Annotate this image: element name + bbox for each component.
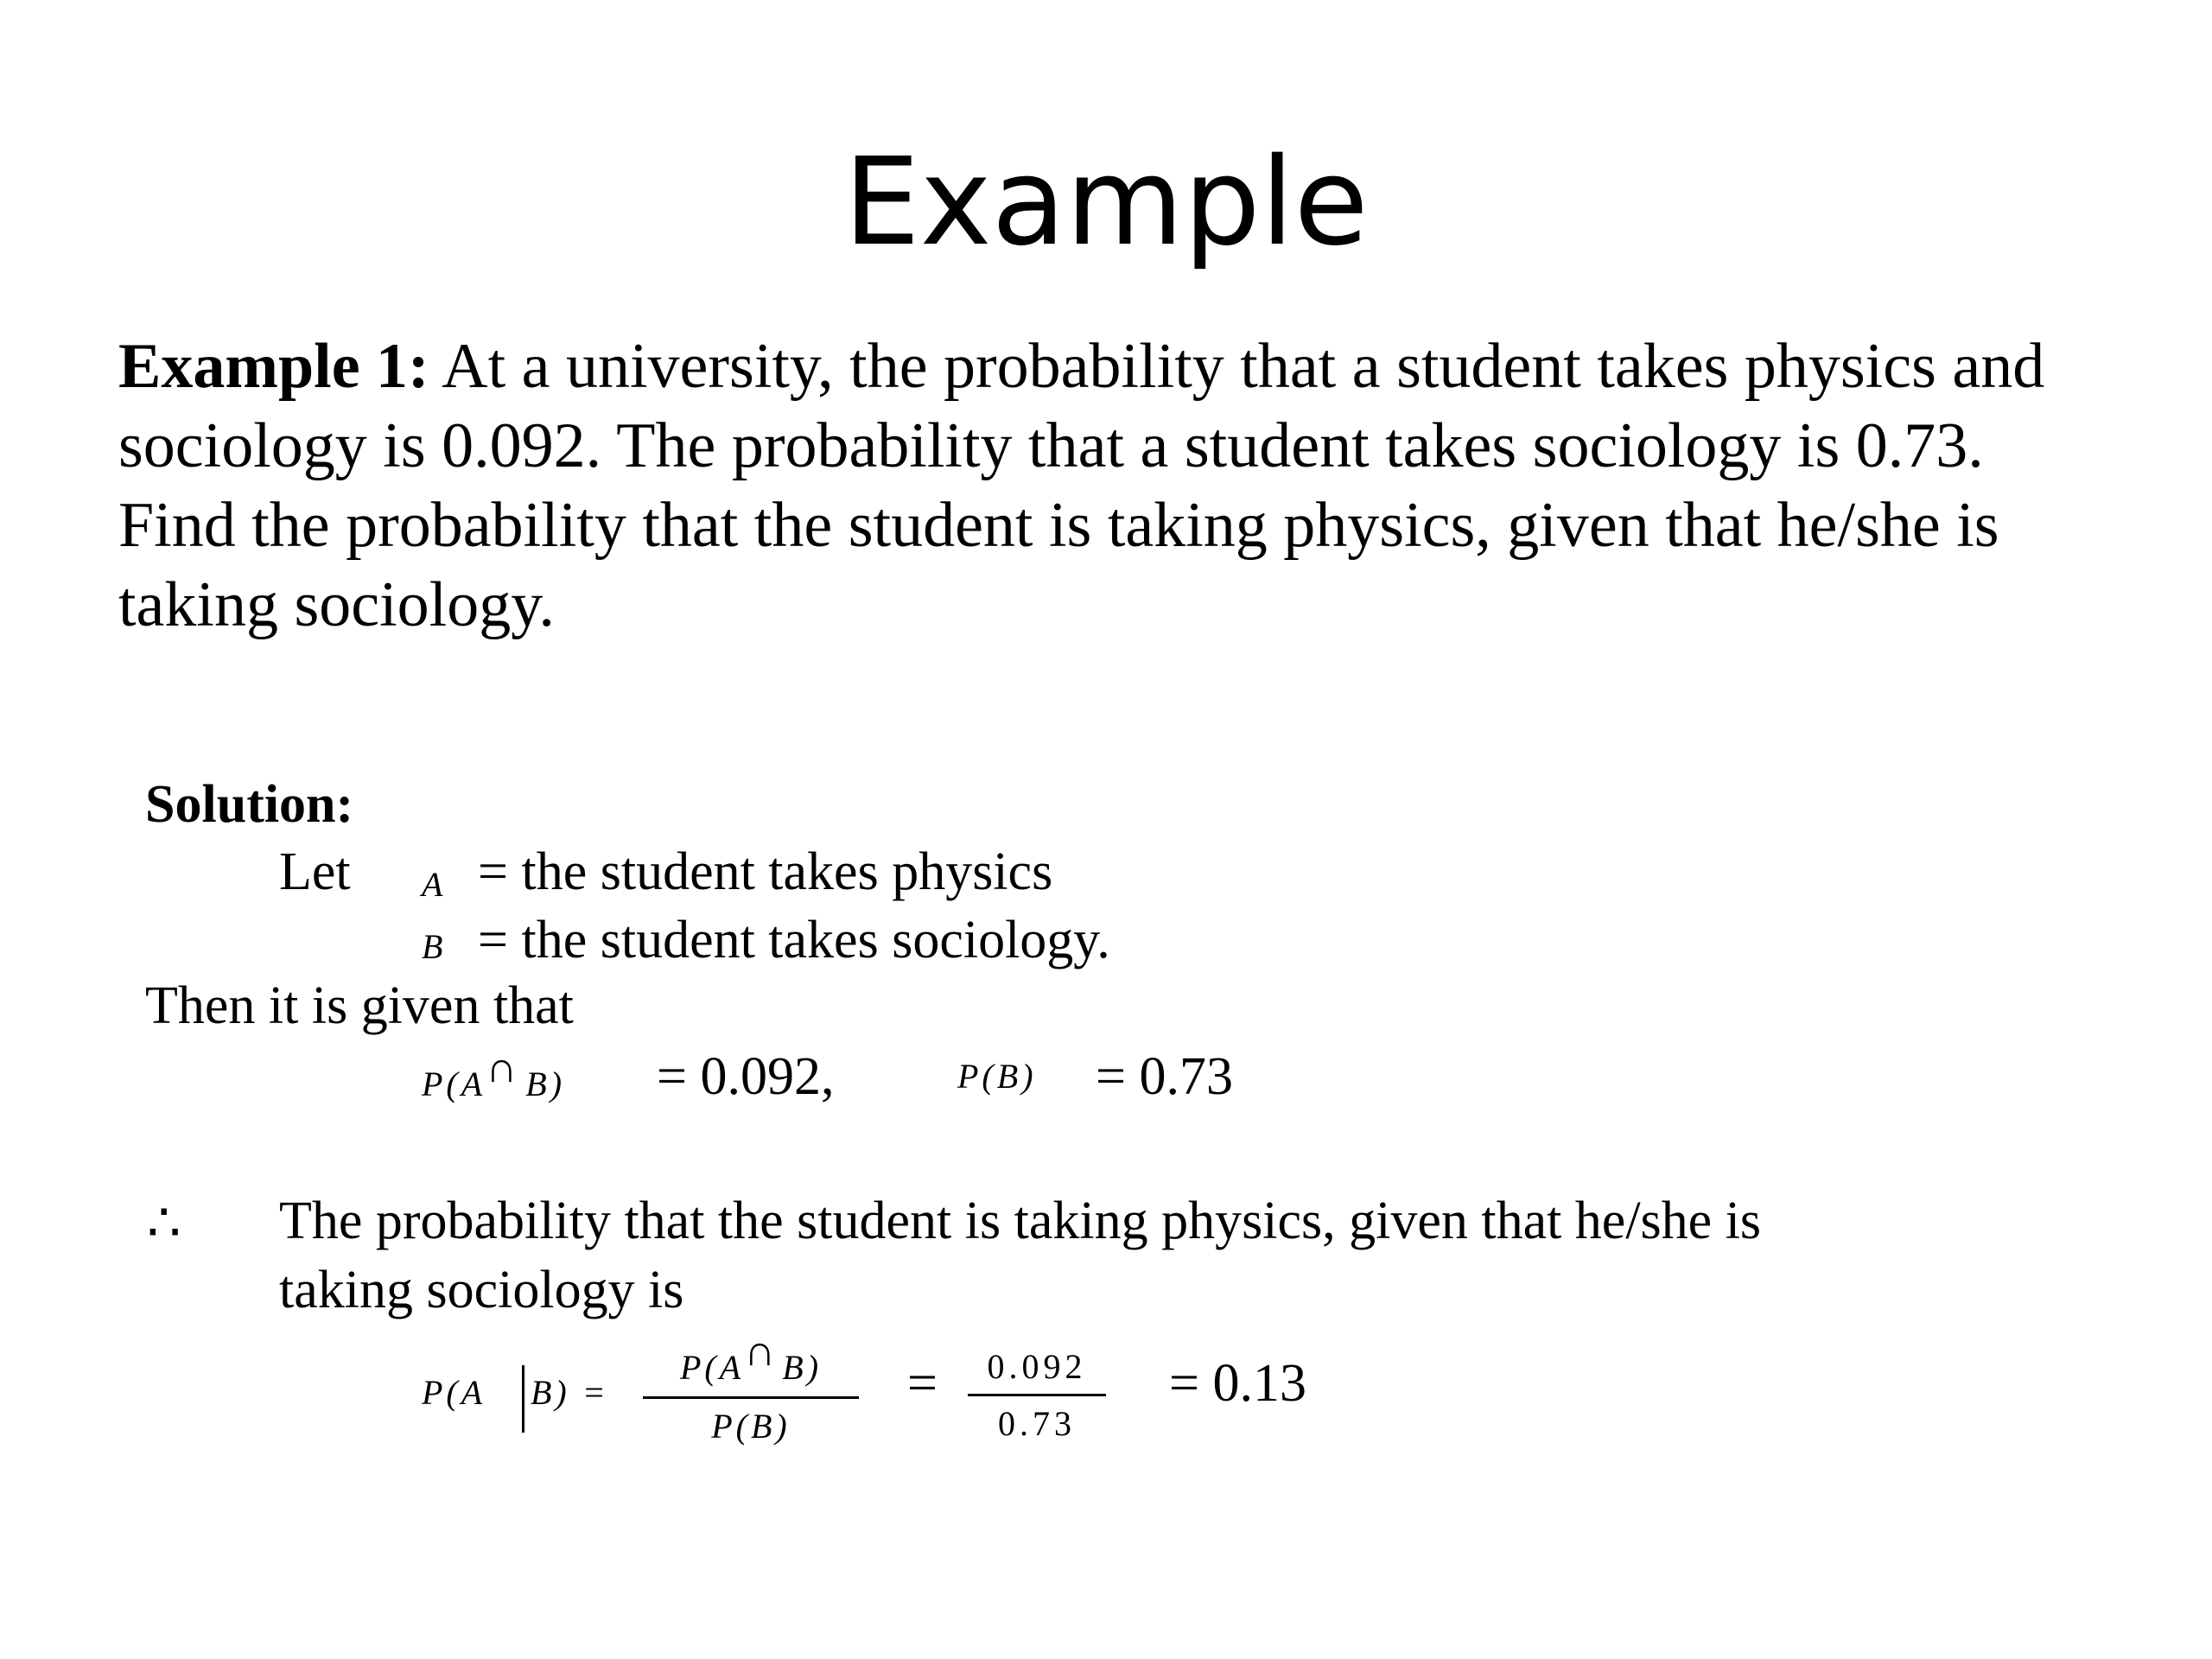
conclusion-line-2: taking sociology is (279, 1261, 684, 1319)
intersection-value: = 0.092, (657, 1047, 835, 1106)
variable-a: A (422, 865, 447, 904)
solution-heading: Solution: (145, 775, 354, 834)
example-label: Example 1: (118, 331, 429, 402)
definition-b: = the student takes sociology. (478, 911, 1110, 969)
therefore-symbol: ∴ (147, 1194, 181, 1253)
formula-equals: = (907, 1354, 938, 1413)
denominator-numeric: 0.73 (998, 1404, 1076, 1443)
let-word: Let (279, 842, 351, 901)
problem-line-2: sociology is 0.092. The probability that a student takes sociology is 0.73. (118, 410, 1984, 481)
fraction-numeric (968, 1346, 1106, 1444)
problem-line-1: Example 1: At a university, the probability that a student takes physics and (118, 331, 2045, 402)
problem-statement (118, 327, 2192, 645)
conclusion-line-1: The probability that the student is taking physics, given that he/she is (279, 1192, 1762, 1250)
slide-title: Example (843, 132, 1369, 273)
formula-lhs-b: B) = (531, 1373, 609, 1412)
problem-line-4: taking sociology. (118, 569, 555, 640)
variable-b: B (422, 927, 447, 966)
numerator-numeric: 0.092 (987, 1347, 1087, 1386)
problem-line-3: Find the probability that the student is taking physics, given that he/she is (118, 490, 1999, 561)
pb-value: = 0.73 (1096, 1047, 1233, 1106)
numerator-symbolic: P(A∩ B) (679, 1326, 823, 1387)
intersection-symbol: ∩ (486, 1043, 518, 1091)
fraction-symbolic (643, 1326, 859, 1446)
formula-result: = 0.13 (1169, 1354, 1306, 1413)
given-bar (522, 1365, 524, 1433)
given-text: Then it is given that (145, 976, 574, 1035)
definition-a: = the student takes physics (478, 842, 1053, 901)
denominator-symbolic: P(B) (711, 1407, 791, 1446)
given-pb: P(B) (957, 1057, 1037, 1096)
formula-lhs-p: P(A (422, 1373, 486, 1412)
given-intersection: P(A∩ B) (422, 1043, 566, 1103)
